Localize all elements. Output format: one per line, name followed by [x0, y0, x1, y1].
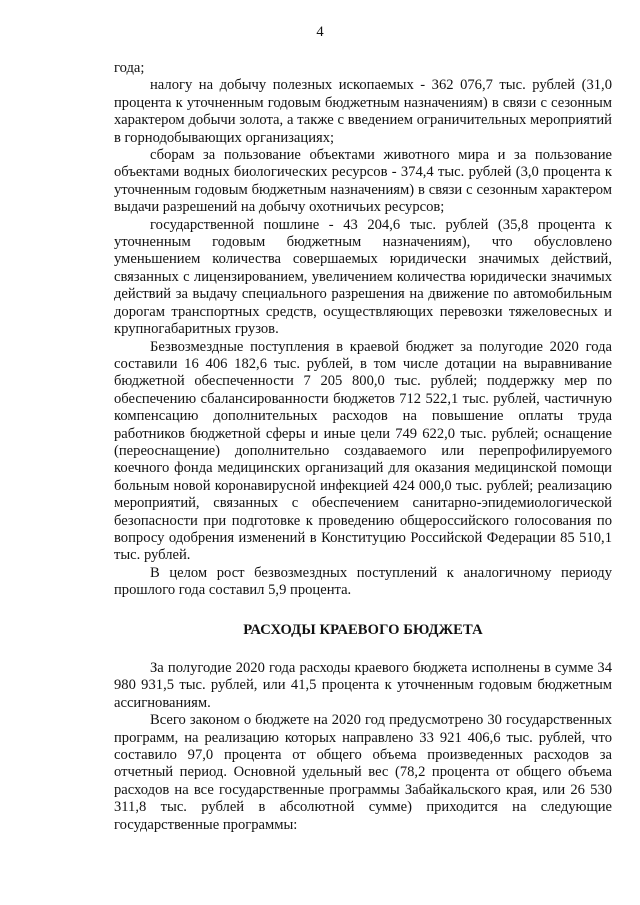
paragraph: Всего законом о бюджете на 2020 год предусмотрено 30 государственных программ, на реализацию которых направлено 33 921 406,6 тыс. рублей, что составило 97,0 процента от общего объема произведенных расходов за отчетный период. Основной удельный вес (78,2 процента от общего объема расходов на все государственные программы Забайкальского края, или 26 530 311,8 тыс. рублей в абсолютной сумме) приходится на следующие государственные программы:: [114, 712, 612, 833]
paragraph: В целом рост безвозмездных поступлений к аналогичному периоду прошлого года составил 5,9 процента.: [114, 564, 612, 599]
paragraph: государственной пошлине - 43 204,6 тыс. рублей (35,8 процента к уточненным годовым бюджетным назначениям), что обусловлено уменьшением количества совершаемых юридически значимых действий, связанных с лицензированием, увеличением количества юридически значимых действий за выдачу специального разрешения на движение по автомобильным дорогам транспортных средств, осуществляющих перевозки тяжеловесных и крупногабаритных грузов.: [114, 216, 612, 338]
section-title: РАСХОДЫ КРАЕВОГО БЮДЖЕТА: [243, 621, 483, 638]
page-number: 4: [316, 24, 324, 40]
paragraph: налогу на добычу полезных ископаемых - 362 076,7 тыс. рублей (31,0 процента к уточненным годовым бюджетным назначениям) в связи с сезонным характером добычи золота, а также с введением ограничительных мероприятий в горнодобывающих организациях;: [114, 77, 612, 146]
paragraph: года;: [114, 60, 145, 76]
document-body: [114, 60, 612, 834]
paragraph: сборам за пользование объектами животного мира и за пользование объектами водных биологических ресурсов - 374,4 тыс. рублей (3,0 процента к уточненным годовым бюджетным назначениям) в связи с сезонным характером выдачи разрешений на добычу охотничьих ресурсов;: [114, 147, 612, 216]
paragraph: Безвозмездные поступления в краевой бюджет за полугодие 2020 года составили 16 406 182,6 тыс. рублей, в том числе дотации на выравнивание бюджетной обеспеченности 7 205 800,0 тыс. рублей; поддержку мер по обеспечению сбалансированности бюджетов 712 522,1 тыс. рублей, частичную компенсацию дополнительных расходов на повышение оплаты труда работников бюджетной сферы и иные цели 749 622,0 тыс. рублей; оснащение (переоснащение) дополнительно создаваемого или перепрофилируемого коечного фонда медицинских организаций для оказания медицинской помощи больным новой коронавирусной инфекцией 424 000,0 тыс. рублей; реализацию мероприятий, связанных с обеспечением санитарно-эпидемиологической безопасности при подготовке к проведению общероссийского голосования по вопросу одобрения изменений в Конституцию Российской Федерации 85 510,1 тыс. рублей.: [114, 338, 612, 564]
paragraph: За полугодие 2020 года расходы краевого бюджета исполнены в сумме 34 980 931,5 тыс. рублей, или 41,5 процента к уточненным годовым бюджетным ассигнованиям.: [114, 660, 612, 711]
